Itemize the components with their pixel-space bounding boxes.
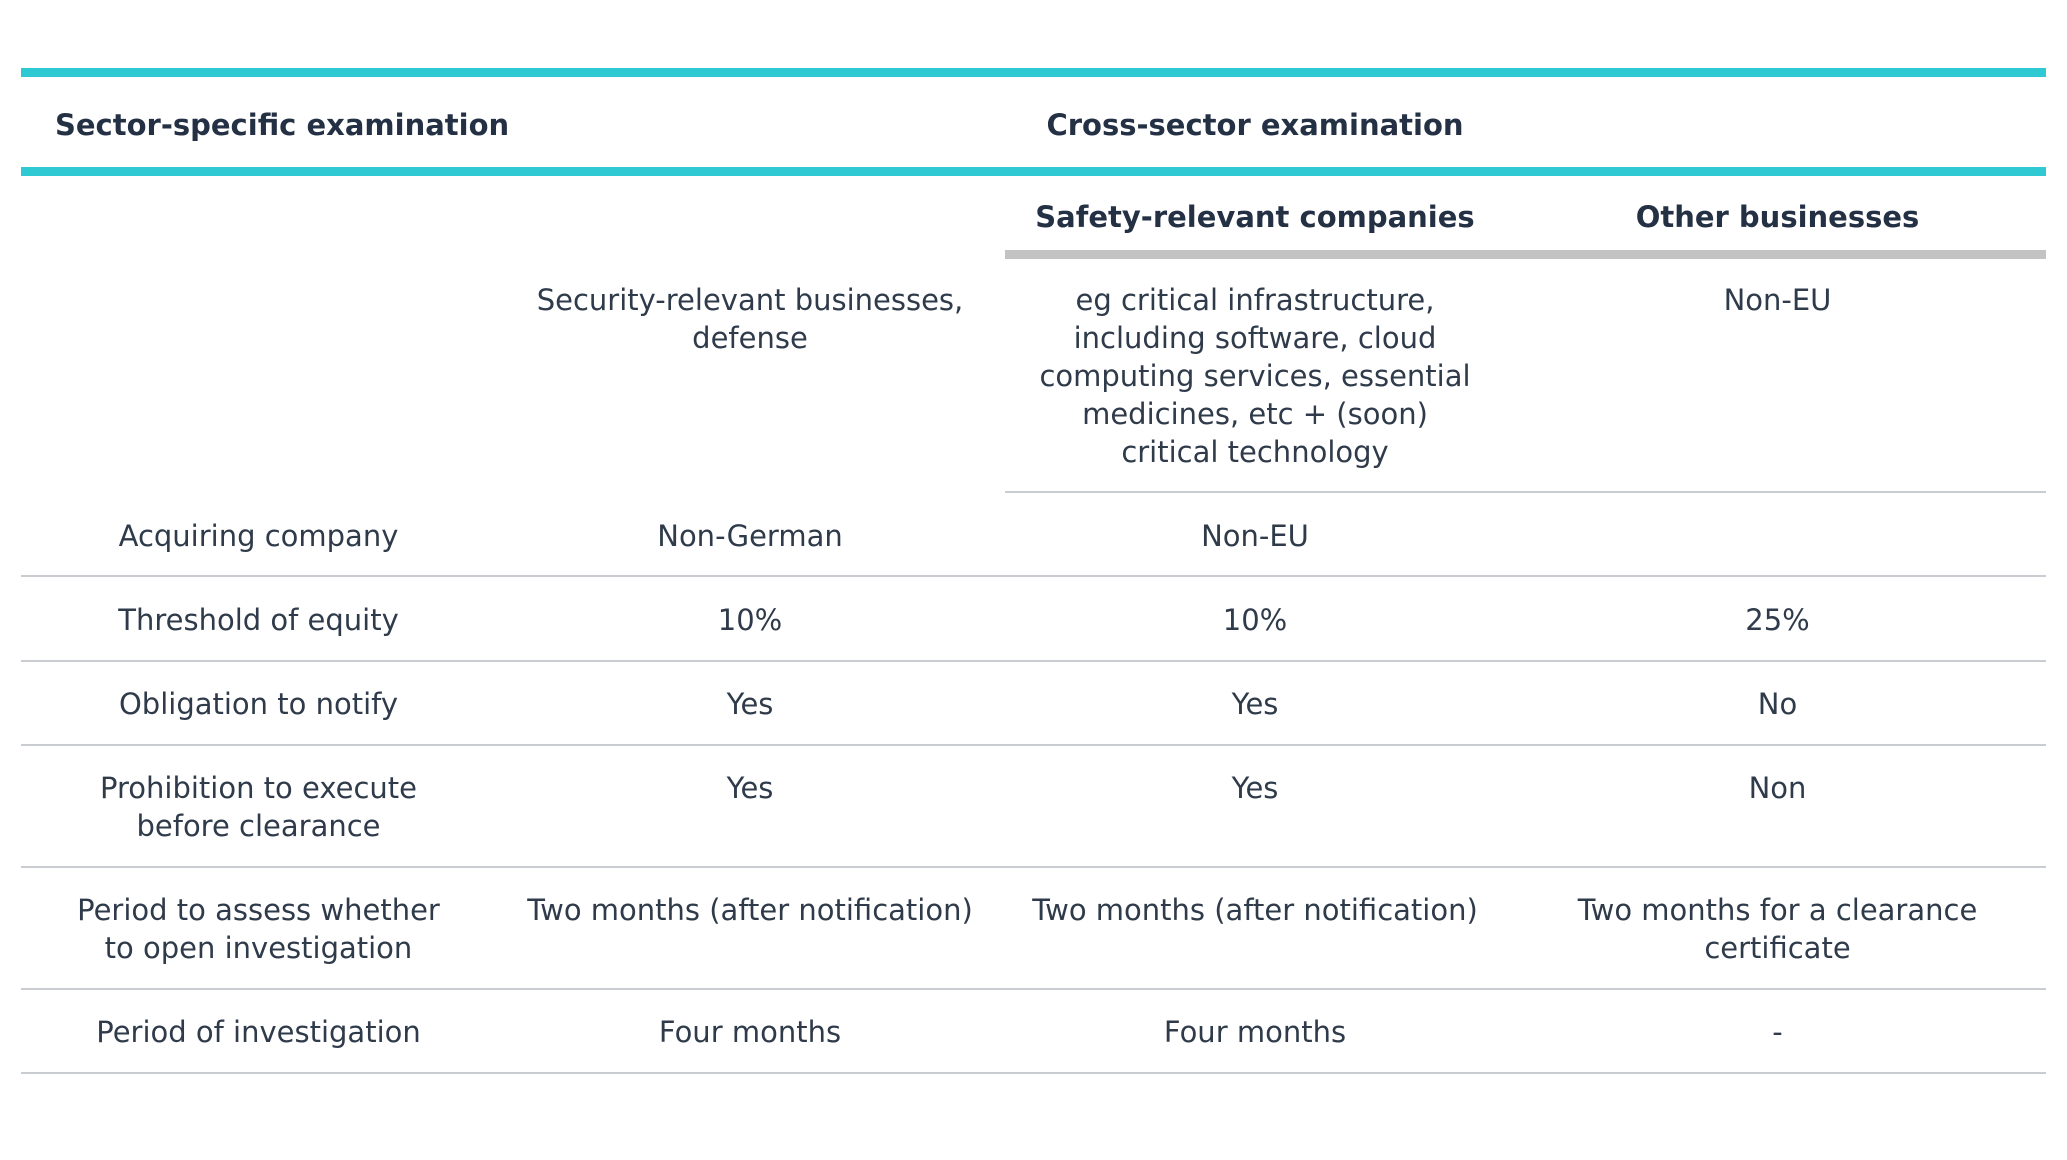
row-label-period-investigation: Period of investigation (96, 1015, 421, 1049)
prohibition-safety: Yes (1231, 771, 1279, 805)
obligation-safety: Yes (1231, 687, 1279, 721)
obligation-other: No (1757, 687, 1798, 721)
period-assess-sector: Two months (after notification) (527, 893, 973, 927)
row-label-threshold: Threshold of equity (118, 603, 399, 637)
row-divider (21, 575, 2046, 577)
period-investigation-sector: Four months (658, 1015, 842, 1049)
row-label-prohibition: Prohibition to execute before clearance (100, 771, 417, 843)
row-divider (21, 660, 2046, 662)
row-divider (21, 988, 2046, 990)
sector-specific-header: Sector-specific examination (55, 108, 510, 142)
acquiring-company-safety: Non-EU (1201, 519, 1309, 553)
category-safety-relevant: eg critical infrastructure, including software, cloud computing services, essential medicines, etc + (soon) critical technology (1039, 283, 1471, 469)
prohibition-other: Non (1748, 771, 1807, 805)
category-row-divider (1005, 491, 2046, 493)
period-assess-safety: Two months (after notification) (1032, 893, 1478, 927)
header-bottom-rule (21, 167, 2046, 176)
row-label-obligation: Obligation to notify (118, 687, 399, 721)
category-other: Non-EU (1723, 283, 1832, 317)
row-divider (21, 866, 2046, 868)
row-divider (21, 744, 2046, 746)
top-accent-rule (21, 68, 2046, 77)
prohibition-sector: Yes (726, 771, 774, 805)
table-bottom-rule (21, 1072, 2046, 1074)
category-security-relevant: Security-relevant businesses, defense (536, 283, 964, 355)
acquiring-company-sector: Non-German (657, 519, 843, 553)
period-investigation-safety: Four months (1163, 1015, 1347, 1049)
other-businesses-header: Other businesses (1635, 200, 1920, 234)
subheader-rule (1005, 250, 2046, 259)
threshold-other: 25% (1745, 603, 1810, 637)
row-label-period-assess: Period to assess whether to open investigation (77, 893, 440, 965)
row-label-acquiring-company: Acquiring company (118, 519, 399, 553)
obligation-sector: Yes (726, 687, 774, 721)
safety-relevant-header: Safety-relevant companies (1035, 200, 1475, 234)
threshold-sector: 10% (717, 603, 783, 637)
threshold-safety: 10% (1222, 603, 1288, 637)
cross-sector-header: Cross-sector examination (1046, 108, 1464, 142)
period-investigation-other: - (1772, 1015, 1783, 1049)
period-assess-other: Two months for a clearance certificate (1577, 893, 1978, 965)
